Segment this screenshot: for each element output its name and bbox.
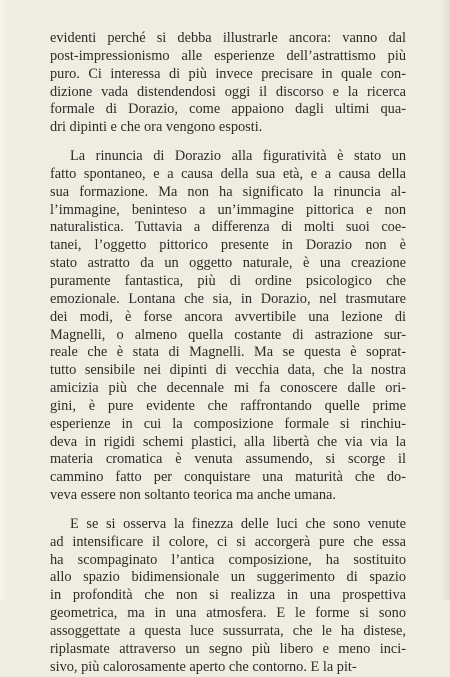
text-line: ha scompaginato l’antica composizione, ha sostituito [50,551,406,568]
text-line: in profondità che non si realizza in una prospettiva [50,587,406,604]
paragraph [50,30,406,137]
text-line: amicizia più che decennale mi fa conoscere dalle ori- [50,380,406,397]
text-line: cammino fatto per conquistare una maturità che do- [50,469,406,486]
text-line: post-impressionismo alle esperienze dell’astrattismo più [50,47,406,64]
page-right-edge [440,0,450,600]
text-line: geometrica, ma in una atmosfera. E le forme si sono [50,605,406,622]
text-line: gini, è pure evidente che raffrontando quelle prime [50,397,406,414]
paragraph [50,516,406,677]
text-line: La rinuncia di Dorazio alla figuratività è stato un [70,148,406,165]
body-text [50,30,406,677]
text-line: riplasmate attraverso un segno più libero e meno inci- [50,640,406,657]
text-line: stato astratto da un oggetto naturale, è una creazione [50,255,406,272]
text-line: dizione vada distendendosi oggi il discorso e la ricerca [50,83,406,100]
text-line: ad intensificare il colore, ci si accorgerà pure che essa [50,533,406,550]
text-line: naturalistica. Tuttavia a differenza di molti suoi coe- [50,219,406,236]
text-line: tanei, l’oggetto pittorico presente in Dorazio non è [50,237,406,254]
text-line: Magnelli, o almeno quella costante di astrazione sur- [50,326,406,343]
text-line: dri dipinti e che ora vengono esposti. [50,119,263,136]
text-line: E se si osserva la finezza delle luci che sono venute [70,515,406,532]
text-line: dei modi, è forse ancora avvertibile una lezione di [50,308,406,325]
text-line: deva in rigidi schemi plastici, alla libertà che via via la [50,433,406,450]
text-line: formale di Dorazio, come appaiono dagli ultimi qua- [50,101,406,118]
text-line: assoggettate a questa luce sussurrata, che le ha distese, [50,623,406,639]
paragraph [50,148,406,505]
text-line: puramente fantastica, più di ordine psicologico che [50,272,406,289]
text-line: puro. Ci interessa di più invece precisare in quale con- [50,65,406,82]
text-line: emozionale. Lontana che sia, in Dorazio, nel trasmutare [50,290,406,307]
text-line: reale che è stata di Magnelli. Ma se questa è soprat- [50,344,406,361]
text-line: sua formazione. Ma non ha significato la rinuncia al- [50,183,406,200]
text-line: esperienze in cui la composizione formale si rinchiu- [50,415,406,432]
text-line: fatto spontaneo, e a causa della sua età, e a causa della [50,165,406,182]
text-line: veva essere non soltanto teorica ma anche umana. [50,487,336,504]
text-line: materia cromatica è venuta assumendo, si scorge il [50,451,406,468]
text-line: allo spazio bidimensionale un suggerimento di spazio [50,569,406,586]
text-line: l’immagine, beninteso a un’immagine pittorica e non [50,201,406,218]
text-line: evidenti perché si debba illustrarle ancora: vanno dal [50,30,406,46]
text-line: tutto sensibile nei dipinti di vecchia data, che la nostra [50,362,406,379]
text-line: sivo, più calorosamente aperto che contorno. E la pit- [50,658,357,675]
page-left-edge [0,0,10,600]
